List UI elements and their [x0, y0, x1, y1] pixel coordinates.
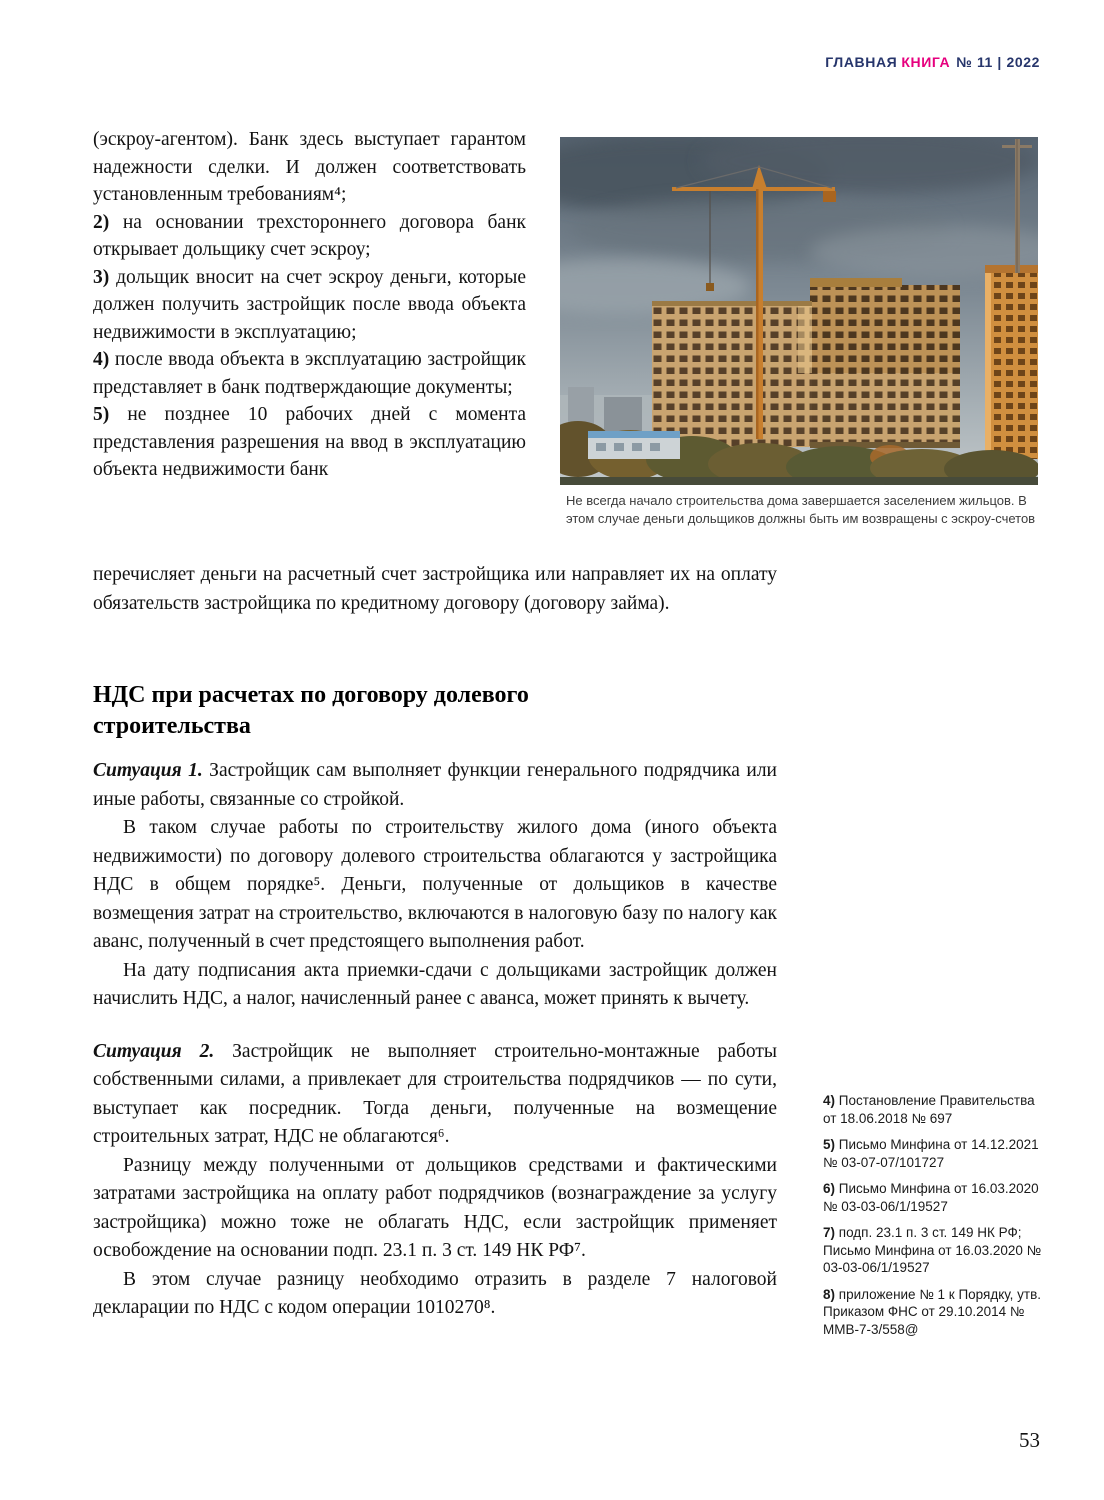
list-number: 4) — [93, 349, 110, 370]
construction-photo — [560, 137, 1038, 485]
body-paragraph — [93, 1152, 777, 1266]
issue-number: № 11 | 2022 — [956, 54, 1040, 70]
list-number: 3) — [93, 266, 110, 288]
body-paragraph — [93, 814, 777, 957]
paragraph-text: В таком случае работы по строительству жилого дома (иного объекта недвижимости) по договору долевого строительства облагаются у застройщика НДС в общем порядке⁵. Деньги, полученные от дольщиков в качестве возмещения затрат на строительство, включаются в налоговую базу по налогу как аванс, полученный в счет предстоящего выполнения работ. — [93, 817, 777, 952]
paragraph-text: (эскроу-агентом). Банк здесь выступает гарантом надежности сделки. И должен соответствовать установленным требованиям⁴; — [93, 129, 526, 205]
footnote-text: подп. 23.1 п. 3 ст. 149 НК РФ; Письмо Минфина от 16.03.2020 № 03-03-06/1/19527 — [823, 1225, 1042, 1275]
paragraph-text: на основании трехстороннего договора банк открывает дольщику счет эскроу; — [93, 211, 526, 260]
paragraph-text: В этом случае разницу необходимо отразить в разделе 7 налоговой декларации по НДС с кодом операции 1010270⁸. — [93, 1268, 777, 1318]
footnote-number: 8) — [823, 1286, 836, 1302]
footnote-number: 4) — [823, 1093, 836, 1108]
footnote-number: 5) — [823, 1137, 836, 1152]
paragraph-text: Застройщик сам выполняет функции генерального подрядчика или иные работы, связанные со стройкой. — [93, 760, 777, 810]
paragraph-text: перечисляет деньги на расчетный счет застройщика или направляет их на оплату обязательств застройщика по кредитному договору (договору займа). — [93, 564, 777, 614]
footnote — [823, 1092, 1045, 1127]
footnote-text: Письмо Минфина от 16.03.2020 № 03-03-06/1/19527 — [823, 1181, 1039, 1214]
footnote-text: Письмо Минфина от 14.12.2021 № 03-07-07/101727 — [823, 1137, 1039, 1170]
continuation-paragraph — [93, 561, 777, 618]
construction-photo-illustration — [560, 137, 1038, 485]
footnote — [823, 1180, 1045, 1215]
paragraph-text: не позднее 10 рабочих дней с момента представления разрешения на ввод в эксплуатацию объекта недвижимости банк — [93, 404, 526, 480]
footnote-number: 6) — [823, 1181, 836, 1196]
paragraph-text: после ввода объекта в эксплуатацию застройщик представляет в банк подтверждающие документы; — [93, 349, 526, 398]
masthead — [825, 54, 1040, 70]
intro-paragraph — [93, 346, 526, 401]
intro-paragraph — [93, 401, 526, 484]
page-number: 53 — [1019, 1428, 1040, 1452]
paragraph-situation-2 — [93, 1038, 777, 1152]
intro-paragraph — [93, 264, 526, 347]
main-text — [93, 757, 777, 1323]
footnote — [823, 1224, 1045, 1277]
body-paragraph — [93, 1266, 777, 1323]
intro-column — [93, 126, 526, 484]
footnote — [823, 1136, 1045, 1171]
photo-caption: Не всегда начало строительства дома завершается заселением жильцов. В этом случае деньги дольщиков должны быть им возвращены с эскроу-счетов — [566, 493, 1036, 526]
paragraph-text: Разницу между полученными от дольщиков средствами и фактическими затратами застройщика на оплату работ подрядчиков (вознаграждение за услугу застройщика) можно тоже не облагать НДС, если застройщик применяет освобождение на основании подп. 23.1 п. 3 ст. 149 НК РФ⁷. — [93, 1154, 777, 1261]
intro-paragraph — [93, 209, 526, 264]
list-number: 5) — [93, 404, 110, 425]
footnote-text: Постановление Правительства от 18.06.2018 № 697 — [823, 1093, 1035, 1126]
paragraph-situation-1 — [93, 757, 777, 814]
list-number: 2) — [93, 211, 110, 233]
paragraph-text: Застройщик не выполняет строительно-монтажные работы собственными силами, а привлекает для строительства подрядчиков — по сути, выступает как посредник. Тогда деньги, полученные на возмещение строительных затрат, НДС не облагаются⁶. — [93, 1040, 778, 1147]
footnote-number: 7) — [823, 1225, 836, 1240]
situation-2-label: Ситуация 2. — [93, 1040, 215, 1062]
situation-1-label: Ситуация 1. — [93, 760, 203, 781]
paragraph-text: дольщик вносит на счет эскроу деньги, которые должен получить застройщик после ввода объекта недвижимости в эксплуатацию; — [93, 266, 526, 343]
brand-glavnaya: ГЛАВНАЯ — [825, 54, 898, 70]
paragraph-text: На дату подписания акта приемки-сдачи с дольщиками застройщик должен начислить НДС, а налог, начисленный ранее с аванса, может принять к вычету. — [93, 959, 777, 1009]
body-paragraph — [93, 957, 777, 1014]
footnote-text: приложение № 1 к Порядку, утв. Приказом ФНС от 29.10.2014 № ММВ-7-3/558@ — [823, 1286, 1042, 1337]
footnote — [823, 1286, 1045, 1339]
section-heading: НДС при расчетах по договору долевого строительства — [93, 682, 529, 739]
intro-paragraph — [93, 126, 526, 209]
brand-kniga: КНИГА — [901, 54, 951, 70]
footnotes-sidebar — [823, 1092, 1045, 1347]
